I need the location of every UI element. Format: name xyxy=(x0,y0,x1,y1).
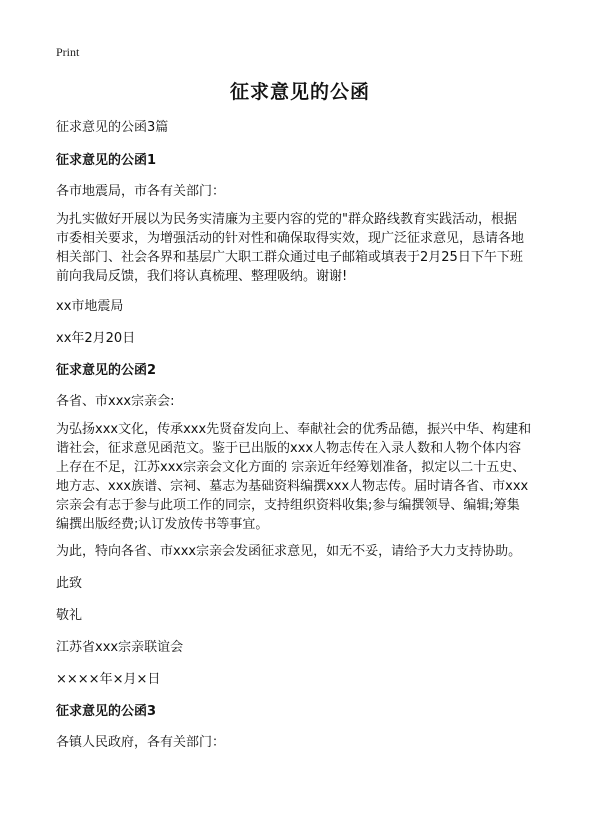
letter1-date: xx年2月20日 xyxy=(56,331,136,346)
letter2-body-line: 编撰出版经费;认订发放传书等事宜。 xyxy=(56,517,269,532)
letter2-heading: 征求意见的公函2 xyxy=(56,363,157,378)
letter2-salutation: 各省、市xxx宗亲会: xyxy=(56,394,175,409)
document-title: 征求意见的公函 xyxy=(229,81,370,103)
letter3-salutation: 各镇人民政府，各有关部门： xyxy=(56,735,226,750)
letter1-body xyxy=(56,210,548,286)
subtitle: 征求意见的公函3篇 xyxy=(56,120,169,135)
letter2-closing-2: 敬礼 xyxy=(56,608,83,623)
letter1-body-line: 相关部门、社会各界和基层广大职工群众通过电子邮箱或填表于2月25日下午下班 xyxy=(56,250,523,265)
letter1-heading: 征求意见的公函1 xyxy=(56,153,157,168)
print-label[interactable]: Print xyxy=(56,45,80,59)
letter3-heading: 征求意见的公函3 xyxy=(56,704,157,719)
letter1-body-line: 前向我局反馈，我们将认真梳理、整理吸纳。谢谢! xyxy=(56,269,348,284)
letter2-closing-request: 为此，特向各省、市xxx宗亲会发函征求意见，如无不妥，请给予大力支持协助。 xyxy=(56,544,522,559)
letter1-sender: xx市地震局 xyxy=(56,299,124,314)
letter2-body xyxy=(56,420,548,534)
letter2-date: ××××年×月×日 xyxy=(56,672,161,687)
letter2-sender: 江苏省xxx宗亲联谊会 xyxy=(56,640,184,655)
letter1-body-line: 为扎实做好开展以为民务实清廉为主要内容的党的"群众路线教育实践活动，根据 xyxy=(56,212,517,227)
letter2-body-line: 谐社会，征求意见函范文。鉴于已出版的xxx人物志传在入录人数和人物个体内容 xyxy=(56,441,522,456)
letter2-body-line: 为弘扬xxx文化，传承xxx先贤奋发向上、奉献社会的优秀品德，振兴中华、构建和 xyxy=(56,422,532,437)
letter2-closing-1: 此致 xyxy=(56,576,83,591)
letter1-salutation: 各市地震局，市各有关部门： xyxy=(56,184,226,199)
letter2-body-line: 地方志、xxx族谱、宗祠、墓志为基础资料编撰xxx人物志传。届时请各省、市xxx xyxy=(56,479,529,494)
letter1-body-line: 市委相关要求，为增强活动的针对性和确保取得实效，现广泛征求意见，恳请各地 xyxy=(56,231,525,246)
letter2-body-line: 上存在不足，江苏xxx宗亲会文化方面的 宗亲近年经筹划准备，拟定以二十五史、 xyxy=(56,460,526,475)
letter2-body-line: 宗亲会有志于参与此项工作的同宗，支持组织资料收集;参与编撰领导、编辑;筹集 xyxy=(56,498,520,513)
